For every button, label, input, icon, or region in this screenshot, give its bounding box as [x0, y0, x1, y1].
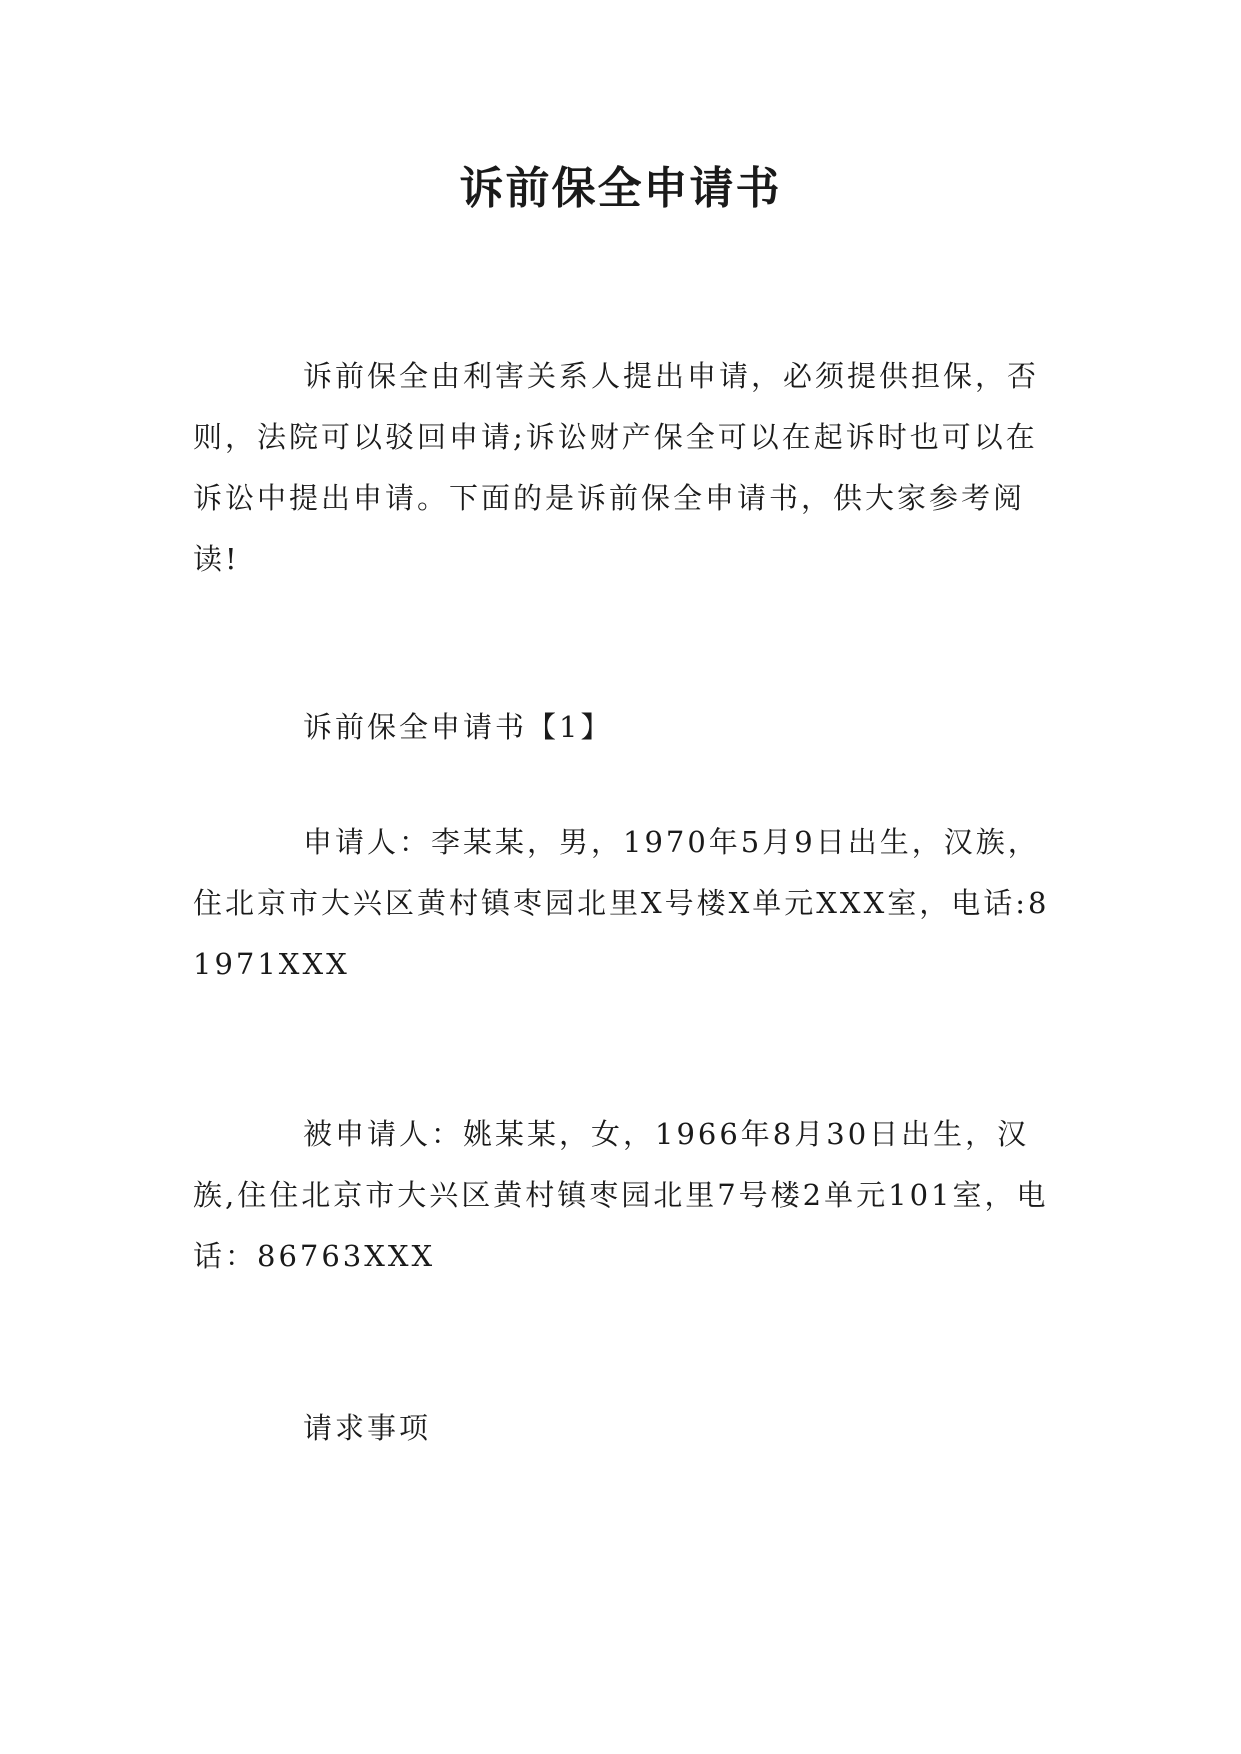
document-title: 诉前保全申请书: [459, 163, 782, 214]
intro-paragraph: 诉前保全由利害关系人提出申请，必须提供担保，否则，法院可以驳回申请;诉讼财产保全可以在起诉时也可以在诉讼中提出申请。下面的是诉前保全申请书，供大家参考阅读!: [193, 359, 1040, 576]
request-heading: 请求事项: [303, 1411, 432, 1445]
applicant-paragraph: 申请人：李某某，男，1970年5月9日出生，汉族，住北京市大兴区黄村镇枣园北里X号楼X单元XXX室，电话:81971XXX: [193, 825, 1050, 981]
section-heading: 诉前保全申请书【1】: [303, 710, 613, 744]
respondent-paragraph: 被申请人：姚某某，女，1966年8月30日出生，汉族,住住北京市大兴区黄村镇枣园北里7号楼2单元101室，电话：86763XXX: [193, 1117, 1049, 1273]
